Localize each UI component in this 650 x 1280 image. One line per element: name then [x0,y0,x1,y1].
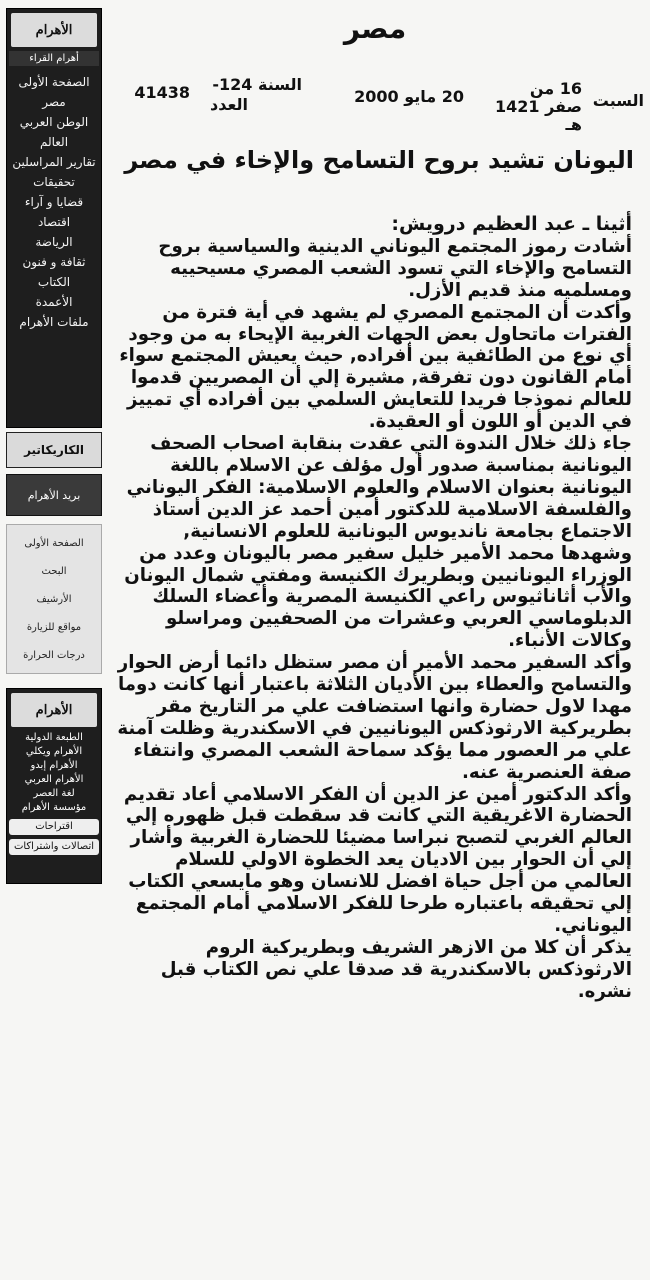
issue-number: 41438 [134,83,190,102]
sidebar-publications-panel [6,688,102,884]
tool-search[interactable]: البحث [41,565,67,577]
tool-front-page[interactable]: الصفحة الأولى [24,537,84,549]
year-label: السنة 124- [212,75,302,94]
sidebar-item-opinions[interactable]: قضايا و آراء [24,195,84,209]
sidebar-item-egypt[interactable]: مصر [42,95,66,109]
tool-archive[interactable]: الأرشيف [36,593,72,605]
sidebar-item-world[interactable]: العالم [39,135,69,149]
sidebar-item-columns[interactable]: الأعمدة [35,295,73,309]
gregorian-date: 20 مايو 2000 [354,87,464,106]
sidebar-item-sports[interactable]: الرياضة [35,235,73,249]
pub-weekly[interactable]: الأهرام ويكلي [25,746,83,757]
sidebar-item-economy[interactable]: اقتصاد [37,215,71,229]
pub-hebdo[interactable]: الأهرام إبدو [30,760,78,771]
pub-arabi[interactable]: الأهرام العربي [24,774,84,785]
section-title: مصر [343,12,407,45]
article-paragraph-2: وأكدت أن المجتمع المصري لم يشهد في أية فترة من الفترات ماتحاول بعض الجهات الغربية الإيحاء به من وجود أي نوع من الطائفية بين أفراده, حيث يعيش المجتمع سواء أمام القانون دون تفرقة, مشيرة إلي أن المصريين قدموا للعالم نموذجا فريدا للتعايش السلمي بين أفراده أي تمييز في الدين أو اللون أو العقيدة. [119,301,632,433]
contacts-button[interactable]: اتصالات واشتراكات [9,839,99,855]
article-headline: اليونان تشيد بروح التسامح والإخاء في مصر [124,146,634,174]
article-paragraph-4: وأكد السفير محمد الأمير أن مصر ستظل دائما أرض الحوار والتسامح والعطاء بين الأديان الثلاثة باعتبار أنها كانت دوما مهدا لاول حضارة وانها استضافت علي مر التاريخ مقر بطريركية الارثوذكس اليونانيين في الاسكندرية وظلت آمنة علي مر العصور مما يؤكد سماحة الشعب المصري وانتفاء صفة العنصرية عنه. [117,652,632,783]
ahram-logo[interactable]: الأهرام [11,13,97,47]
dateline [110,75,644,134]
sidebar-item-writers[interactable]: الكتاب [37,275,71,289]
suggestions-button[interactable]: اقتراحات [9,819,99,835]
sidebar [6,8,102,920]
sidebar-item-front-page[interactable]: الصفحة الأولى [18,75,90,89]
issue-label: العدد [210,95,248,114]
sidebar-tagline: أهرام القراء [9,51,99,66]
pub-lughat[interactable]: لغة العصر [33,788,75,799]
sidebar-item-correspondents[interactable]: تقارير المراسلين [12,155,96,169]
mail-banner[interactable]: بريد الأهرام [6,474,102,516]
sidebar-tools-panel [6,524,102,674]
article-paragraph-3: جاء ذلك خلال الندوة التي عقدت بنقابة اصحاب الصحف اليونانية بمناسبة صدور أول مؤلف عن الاسلام باللغة اليونانية بعنوان الاسلام والعلوم الاسلامية: الفكر اليوناني والفلسفة الاسلامية للدكتور أمين أحمد عز الدين أستاذ الاجتماع بجامعة نانديوس اليونانية للعلوم الانسانية, وشهدها محمد الأمير خليل سفير مصر باليونان وعدد من الوزراء اليونانيين وبطريرك الكنيسة ومفتي شمال اليونان والأب أثاناثيوس راعي الكنيسة المصرية وأعضاء السلك الدبلوماسي العربي وعشرات من الصحفيين ومراسلو وكالات الأنباء. [124,433,632,652]
sidebar-nav-panel [6,8,102,428]
sidebar-item-culture[interactable]: ثقافة و فنون [22,255,86,269]
ahram-logo-bottom[interactable]: الأهرام [11,693,97,727]
caricature-banner[interactable]: الكاريكاتير [6,432,102,468]
sidebar-item-arab-world[interactable]: الوطن العربي [19,115,89,129]
main-content [110,0,644,1280]
tool-sites[interactable]: مواقع للزيارة [26,621,82,633]
article-paragraph-6: يذكر أن كلا من الازهر الشريف وبطريركية الروم الارثوذكس بالاسكندرية قد صدقا علي نص الكتاب قبل نشره. [160,936,632,1002]
day-label: السبت [592,91,644,110]
article-body [112,214,632,1003]
pub-foundation[interactable]: مؤسسة الأهرام [21,802,87,813]
sidebar-item-investigations[interactable]: تحقيقات [33,175,75,189]
hijri-date: 16 من صفر 1421 هـ [494,79,582,134]
article-paragraph-1: أشادت رموز المجتمع اليوناني الدينية والسياسية بروح التسامح والإخاء التي تسود الشعب المصري مسيحييه ومسلميه منذ قديم الأزل. [158,235,632,301]
article-paragraph-5: وأكد الدكتور أمين عز الدين أن الفكر الاسلامي أعاد تقديم الحضارة الاغريقية التي كانت قد سقطت قبل ظهوره إلي العالم الغربي لتصبح نبراسا مضيئا للحضارة الغربية وأشار إلي أن الحوار بين الاديان يعد الخطوة الاولي للسلام العالمي من أجل حياة افضل للانسان وهو مايسعي الكتاب إلي تحقيقه باعتباره طرحا للفكر الاسلامي أمام المجتمع اليوناني. [123,783,632,936]
tool-weather[interactable]: درجات الحرارة [23,649,85,661]
pub-international[interactable]: الطبعة الدولية [25,732,83,743]
sidebar-item-files[interactable]: ملفات الأهرام [19,315,89,329]
article-byline: أثينا ـ عبد العظيم درويش: [391,213,632,235]
